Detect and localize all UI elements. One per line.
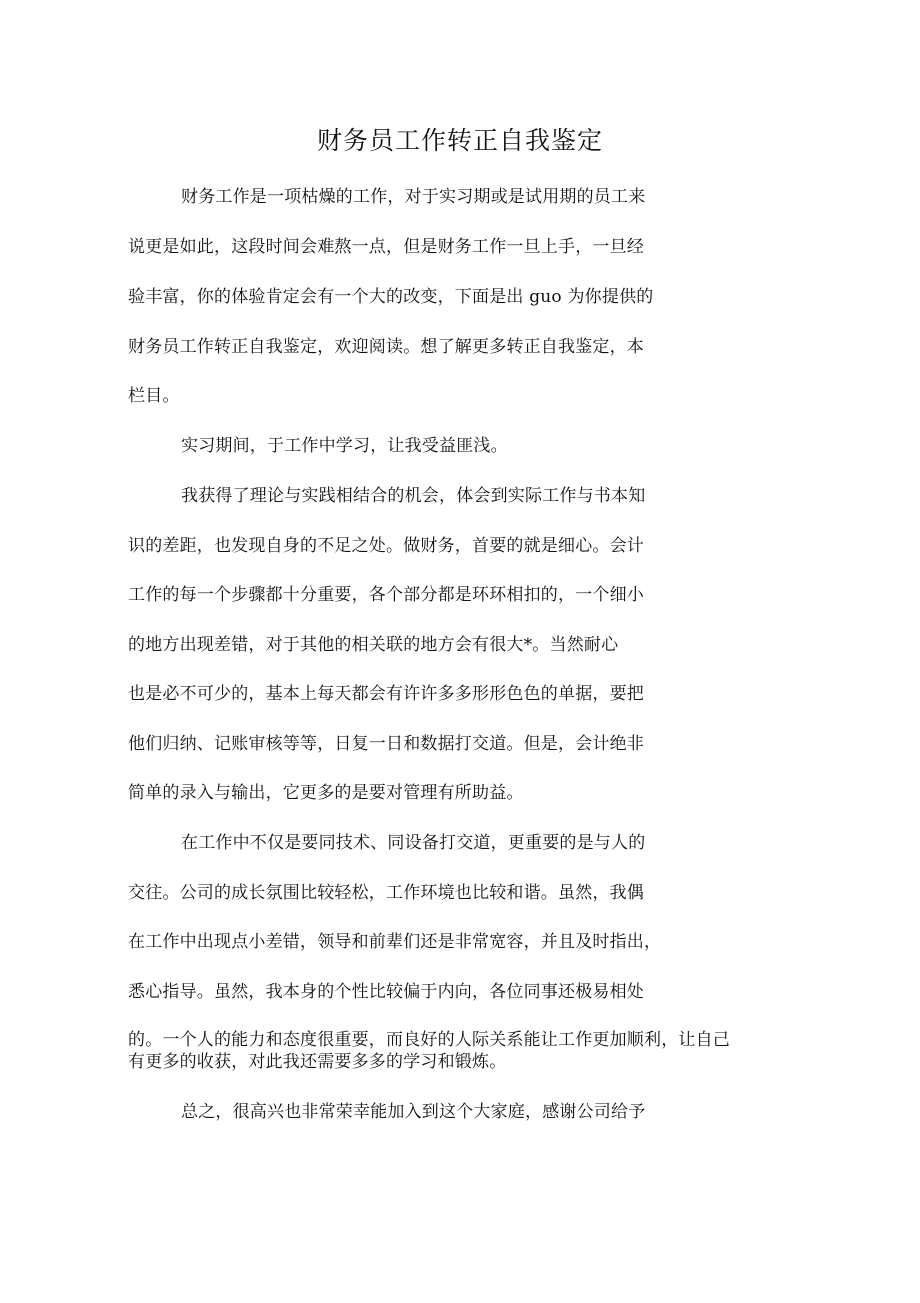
- text-line: 在工作中不仅是要同技术、同设备打交道，更重要的是与人的: [181, 833, 646, 853]
- text-line: 总之，很高兴也非常荣幸能加入到这个大家庭，感谢公司给予: [181, 1102, 646, 1122]
- text-line: 栏目。: [128, 386, 180, 406]
- text-line: 有更多的收获，对此我还需要多多的学习和锻炼。: [128, 1052, 507, 1072]
- text-line: 说更是如此，这段时间会难熬一点，但是财务工作一旦上手，一旦经: [128, 237, 644, 257]
- text-line: 简单的录入与输出，它更多的是要对管理有所助益。: [128, 783, 524, 803]
- text-line: 的。一个人的能力和态度很重要，而良好的人际关系能让工作更加顺利，让自己: [128, 1030, 730, 1050]
- text-line: 他们归纳、记账审核等等，日复一日和数据打交道。但是，会计绝非: [128, 734, 644, 754]
- text-line: 也是必不可少的，基本上每天都会有许许多多形形色色的单据，要把: [128, 684, 644, 704]
- text-line: 我获得了理论与实践相结合的机会，体会到实际工作与书本知: [181, 486, 646, 506]
- text-line: 的地方出现差错，对于其他的相关联的地方会有很大*。当然耐心: [128, 635, 619, 655]
- text-line: 财务员工作转正自我鉴定，欢迎阅读。想了解更多转正自我鉴定，本: [128, 337, 644, 357]
- document-title: 财务员工作转正自我鉴定: [316, 126, 603, 155]
- text-line: 交往。公司的成长氛围比较轻松，工作环境也比较和谐。虽然，我偶: [128, 883, 644, 903]
- text-line: 财务工作是一项枯燥的工作，对于实习期或是试用期的员工来: [181, 187, 646, 207]
- text-line: 在工作中出现点小差错，领导和前辈们还是非常宽容，并且及时指出，: [128, 932, 662, 952]
- text-line: 识的差距，也发现自身的不足之处。做财务，首要的就是细心。会计: [128, 536, 644, 556]
- text-line: 工作的每一个步骤都十分重要，各个部分都是环环相扣的，一个细小: [128, 585, 644, 605]
- text-line: 验丰富，你的体验肯定会有一个大的改变，下面是出 guo 为你提供的: [128, 287, 654, 307]
- text-line: 实习期间，于工作中学习，让我受益匪浅。: [181, 436, 508, 456]
- text-line: 悉心指导。虽然，我本身的个性比较偏于内向，各位同事还极易相处: [128, 982, 644, 1002]
